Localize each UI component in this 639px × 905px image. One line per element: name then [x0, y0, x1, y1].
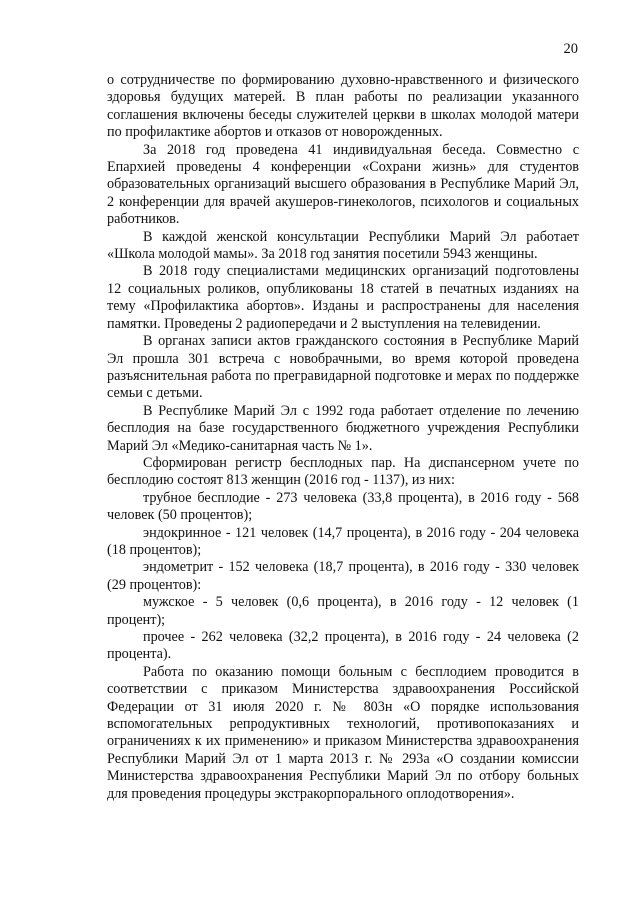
list-item: мужское - 5 человек (0,6 процента), в 2016 году - 12 человек (1 процент);: [107, 594, 579, 628]
list-item: трубное бесплодие - 273 человека (33,8 процента), в 2016 году - 568 человек (50 процентов);: [107, 489, 579, 524]
paragraph: В каждой женской консультации Республики Марий Эл работает «Школа молодой мамы». За 2018 год занятия посетили 5943 женщины.: [107, 228, 579, 263]
paragraph: В органах записи актов гражданского состояния в Республике Марий Эл прошла 301 встреча с новобрачными, во время которой проведена разъяснительная работа по прегравидарной подготовке и мерах по поддержке семьи с детьми.: [107, 333, 579, 402]
paragraph: о сотрудничестве по формированию духовно-нравственного и физического здоровья будущих матерей. В план работы по реализации указанного соглашения включены беседы служителей церкви в школах молодой матери по профилактике абортов и отказов от новорожденных.: [107, 72, 579, 141]
list-item: эндокринное - 121 человек (14,7 процента), в 2016 году - 204 человека (18 процентов);: [107, 524, 579, 558]
page-number: 20: [563, 41, 578, 57]
body-text: [107, 72, 579, 803]
paragraph: В 2018 году специалистами медицинских организаций подготовлены 12 социальных роликов, опубликованы 18 статей в печатных изданиях на тему «Профилактика абортов». Изданы и распространены для населения памятки. Проведены 2 радиопередачи и 2 выступления на телевидении.: [107, 263, 579, 332]
list-item: эндометрит - 152 человека (18,7 процента), в 2016 году - 330 человек (29 процентов):: [107, 559, 579, 593]
paragraph: За 2018 год проведена 41 индивидуальная беседа. Совместно с Епархией проведены 4 конференции «Сохрани жизнь» для студентов образовательных организаций высшего образования в Республике Марий Эл, 2 конференции для врачей акушеров-гинекологов, психологов и социальных работников.: [107, 141, 579, 228]
paragraph: Сформирован регистр бесплодных пар. На диспансерном учете по бесплодию состоят 813 женщин (2016 год - 1137), из них:: [107, 454, 579, 489]
list-item: прочее - 262 человека (32,2 процента), в 2016 году - 24 человека (2 процента).: [107, 629, 579, 663]
paragraph: В Республике Марий Эл с 1992 года работает отделение по лечению бесплодия на базе государственного бюджетного учреждения Республики Марий Эл «Медико-санитарная часть № 1».: [107, 402, 579, 454]
paragraph: Работа по оказанию помощи больным с бесплодием проводится в соответствии с приказом Министерства здравоохранения Российской Федерации от 31 июля 2020 г. № 803н «О порядке использования вспомогательных репродуктивных технологий, противопоказаниях и ограничениях к их применению» и приказом Министерства здравоохранения Республики Марий Эл от 1 марта 2013 г. № 293а «О создании комиссии Министерства здравоохранения Республики Марий Эл по отбору больных для проведения процедуры экстракорпорального оплодотворения».: [107, 663, 579, 802]
